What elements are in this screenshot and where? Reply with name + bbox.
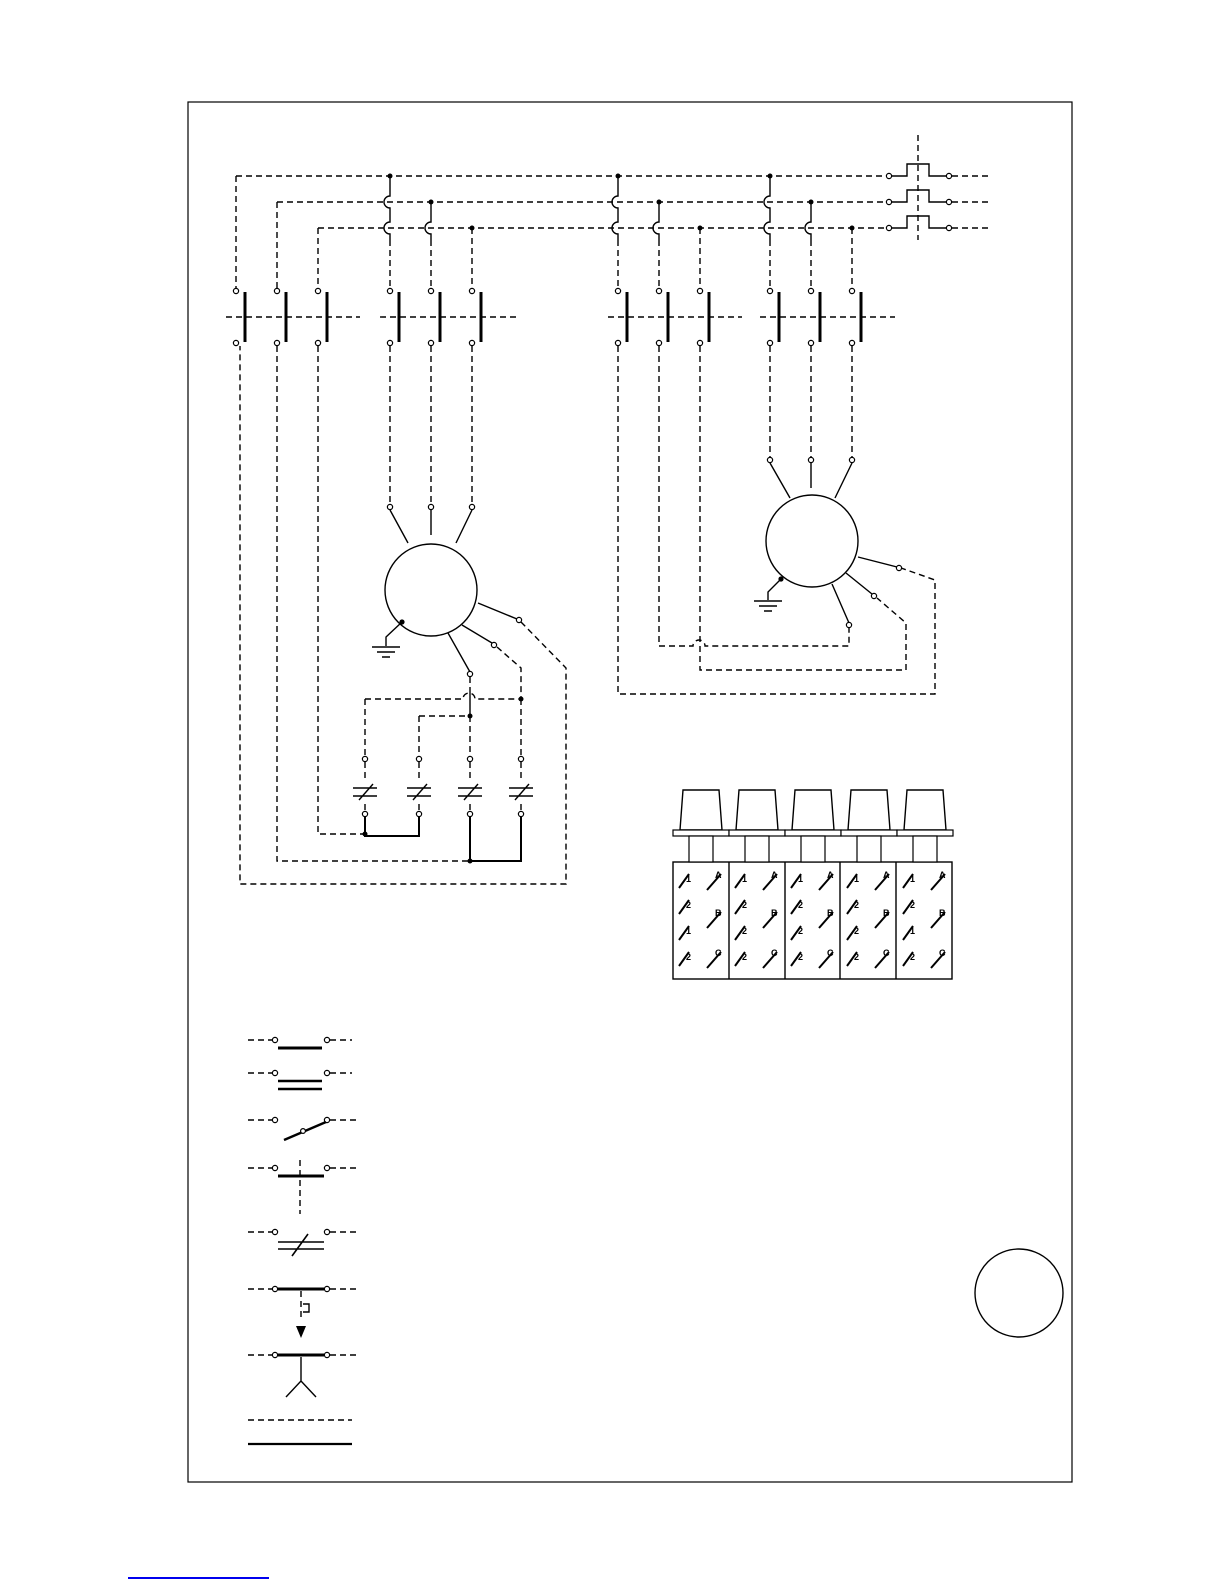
knob-collar (785, 830, 841, 836)
motor-1 (372, 346, 522, 677)
legend-capacitor (248, 1229, 356, 1256)
contact-label: A (771, 870, 778, 880)
contact-label: B (939, 908, 946, 918)
knob-collar (841, 830, 897, 836)
contact-label: 2 (854, 926, 860, 936)
contact-label: 2 (742, 952, 748, 962)
knob-shaft (857, 836, 881, 862)
legend-switch (248, 1117, 356, 1140)
contactor-group-4 (760, 288, 895, 345)
legend-thermal-contact (248, 1352, 356, 1397)
knob-shaft (689, 836, 713, 862)
contact-label: 1 (798, 874, 804, 884)
contact-label: 2 (798, 952, 804, 962)
contact-label: C (827, 948, 834, 958)
contact-label: 1 (910, 926, 916, 936)
contact-label: 1 (910, 874, 916, 884)
legend (248, 1037, 356, 1444)
knob-collar (897, 830, 953, 836)
contact-label: 2 (742, 900, 748, 910)
knob-shaft (801, 836, 825, 862)
contact-label: A (883, 870, 890, 880)
footer-link-underline[interactable] (128, 1577, 269, 1579)
contact-label: 2 (910, 952, 916, 962)
contact-label: A (827, 870, 834, 880)
contact-label: 1 (854, 874, 860, 884)
stamp-circle (975, 1249, 1063, 1337)
contact-label: A (715, 870, 722, 880)
contact-label: 2 (686, 952, 692, 962)
selector-knob[interactable] (904, 790, 946, 830)
contact-label: B (771, 908, 778, 918)
contact-label: A (939, 870, 946, 880)
legend-contactor-contact (248, 1160, 356, 1214)
contact-label: C (883, 948, 890, 958)
legend-time-delay-contact (248, 1286, 356, 1338)
contact-label: C (715, 948, 722, 958)
contact-label: 2 (854, 952, 860, 962)
knob-collar (729, 830, 785, 836)
contact-label: C (771, 948, 778, 958)
selector-knob[interactable] (680, 790, 722, 830)
contact-label: 1 (686, 874, 692, 884)
main-switch (886, 135, 990, 240)
legend-contact-no (248, 1037, 352, 1048)
selector-knob[interactable] (736, 790, 778, 830)
contactor-group-3 (608, 288, 742, 345)
selector-knob[interactable] (848, 790, 890, 830)
contact-label: 2 (910, 900, 916, 910)
supply-bus (236, 174, 889, 291)
contact-label: 2 (854, 900, 860, 910)
knob-shaft (745, 836, 769, 862)
contactor-group-1 (226, 288, 360, 345)
legend-contact-nc (248, 1070, 352, 1089)
contact-label: 2 (798, 900, 804, 910)
knob-shaft (913, 836, 937, 862)
knob-collar (673, 830, 729, 836)
contact-label: 1 (742, 874, 748, 884)
contact-label: 2 (686, 900, 692, 910)
contact-label: 2 (742, 926, 748, 936)
motor-2 (618, 346, 935, 694)
contact-label: C (939, 948, 946, 958)
contact-label: B (715, 908, 722, 918)
contact-label: 1 (686, 926, 692, 936)
selector-knob[interactable] (792, 790, 834, 830)
contact-label: 2 (798, 926, 804, 936)
contactor-group-2 (380, 288, 516, 345)
contact-label: B (827, 908, 834, 918)
contact-label: B (883, 908, 890, 918)
